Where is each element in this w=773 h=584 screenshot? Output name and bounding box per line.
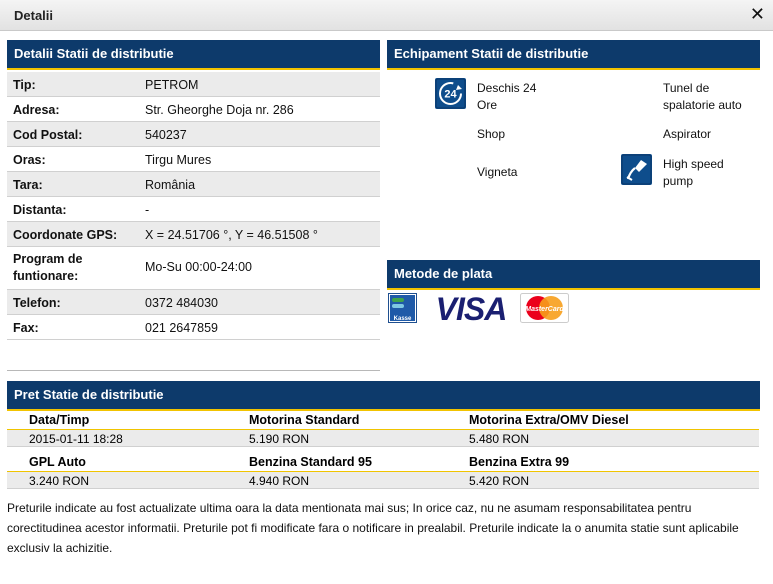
open-24-hours-icon-text: 24 xyxy=(444,88,457,101)
detail-value: PETROM xyxy=(145,78,199,92)
kasse-card-icon xyxy=(388,293,417,326)
equipment-item-vignette: Vigneta xyxy=(477,165,518,179)
detail-row-type xyxy=(7,72,380,97)
price-value: 4.940 RON xyxy=(249,474,310,488)
detail-label: Program de funtionare: xyxy=(13,252,83,283)
dialog-titlebar xyxy=(0,0,773,31)
price-value-row xyxy=(7,429,759,447)
equipment-item-high-speed-pump: High speed pump xyxy=(663,157,724,188)
detail-label: Fax: xyxy=(13,321,39,335)
detail-value: Str. Gheorghe Doja nr. 286 xyxy=(145,103,294,117)
detail-row-schedule xyxy=(7,247,380,290)
details-heading: Detalii Statii de distributie xyxy=(7,40,380,68)
detail-row-city xyxy=(7,147,380,172)
detail-value: 021 2647859 xyxy=(145,321,218,335)
detail-row-postal-code xyxy=(7,122,380,147)
equipment-item-vacuum: Aspirator xyxy=(663,127,712,141)
detail-row-fax xyxy=(7,315,380,340)
detail-label: Tip: xyxy=(13,78,36,92)
price-header-row xyxy=(7,411,759,429)
equipment-item-shop: Shop xyxy=(477,127,506,141)
detail-row-distance xyxy=(7,197,380,222)
detail-value: Tirgu Mures xyxy=(145,153,212,167)
detail-value: - xyxy=(145,203,150,217)
equipment-item-open-24: Deschis 24 Ore xyxy=(477,81,537,112)
detail-label: Distanta: xyxy=(13,203,67,217)
details-table xyxy=(7,72,380,340)
detail-value: Mo-Su 00:00-24:00 xyxy=(145,260,253,274)
equipment-item-car-wash: Tunel de spalatorie auto xyxy=(663,81,742,112)
detail-row-gps xyxy=(7,222,380,247)
equipment-heading: Echipament Statii de distributie xyxy=(387,40,760,68)
detail-label: Cod Postal: xyxy=(13,128,83,142)
detail-label: Adresa: xyxy=(13,103,60,117)
dialog-title: Detalii xyxy=(14,8,54,23)
price-disclaimer: Preturile indicate au fost actualizate ultima oara la data mentionata mai sus; In orice caz, nu ne asumam responsabilitatea pentru corectitudinea acestor informatii. Preturile pot fi modificate fara o notificare in prealabil. Preturile indicate la o anumita statie sunt aplicabile exclusiv la achizitie. xyxy=(7,501,739,555)
price-value-row xyxy=(7,471,759,489)
mastercard-text: MasterCard xyxy=(525,306,564,313)
price-value: 3.240 RON xyxy=(29,474,90,488)
price-value: 5.190 RON xyxy=(249,432,310,446)
payment-heading: Metode de plata xyxy=(387,260,760,288)
price-header: Benzina Standard 95 xyxy=(249,455,372,469)
mastercard-logo xyxy=(520,293,569,326)
detail-value: 540237 xyxy=(145,128,187,142)
price-value: 5.480 RON xyxy=(469,432,530,446)
detail-label: Telefon: xyxy=(13,296,61,310)
prices-heading: Pret Statie de distributie xyxy=(7,381,760,409)
price-value: 2015-01-11 18:28 xyxy=(29,432,123,446)
detail-row-phone xyxy=(7,290,380,315)
detail-value: 0372 484030 xyxy=(145,296,218,310)
price-value: 5.420 RON xyxy=(469,474,530,488)
price-header: Motorina Extra/OMV Diesel xyxy=(469,413,629,427)
visa-text: VISA xyxy=(435,293,507,324)
detail-value: X = 24.51706 °, Y = 46.51508 ° xyxy=(145,228,318,242)
detail-value: România xyxy=(145,178,196,192)
price-header-row xyxy=(7,453,759,471)
detail-row-address xyxy=(7,97,380,122)
open-24-hours-icon xyxy=(435,78,466,109)
kasse-label: Kasse xyxy=(393,316,412,322)
detail-row-country xyxy=(7,172,380,197)
visa-logo xyxy=(430,293,512,327)
price-header: Data/Timp xyxy=(29,413,90,427)
detail-label: Oras: xyxy=(13,153,46,167)
fuel-pump-icon xyxy=(621,154,652,185)
price-grid xyxy=(7,411,759,489)
close-icon[interactable]: ✕ xyxy=(749,4,765,24)
detail-label: Coordonate GPS: xyxy=(13,228,118,242)
price-header: Motorina Standard xyxy=(249,413,360,427)
price-header: GPL Auto xyxy=(29,455,86,469)
price-header: Benzina Extra 99 xyxy=(469,455,570,469)
detail-label: Tara: xyxy=(13,178,43,192)
details-divider xyxy=(7,370,380,371)
